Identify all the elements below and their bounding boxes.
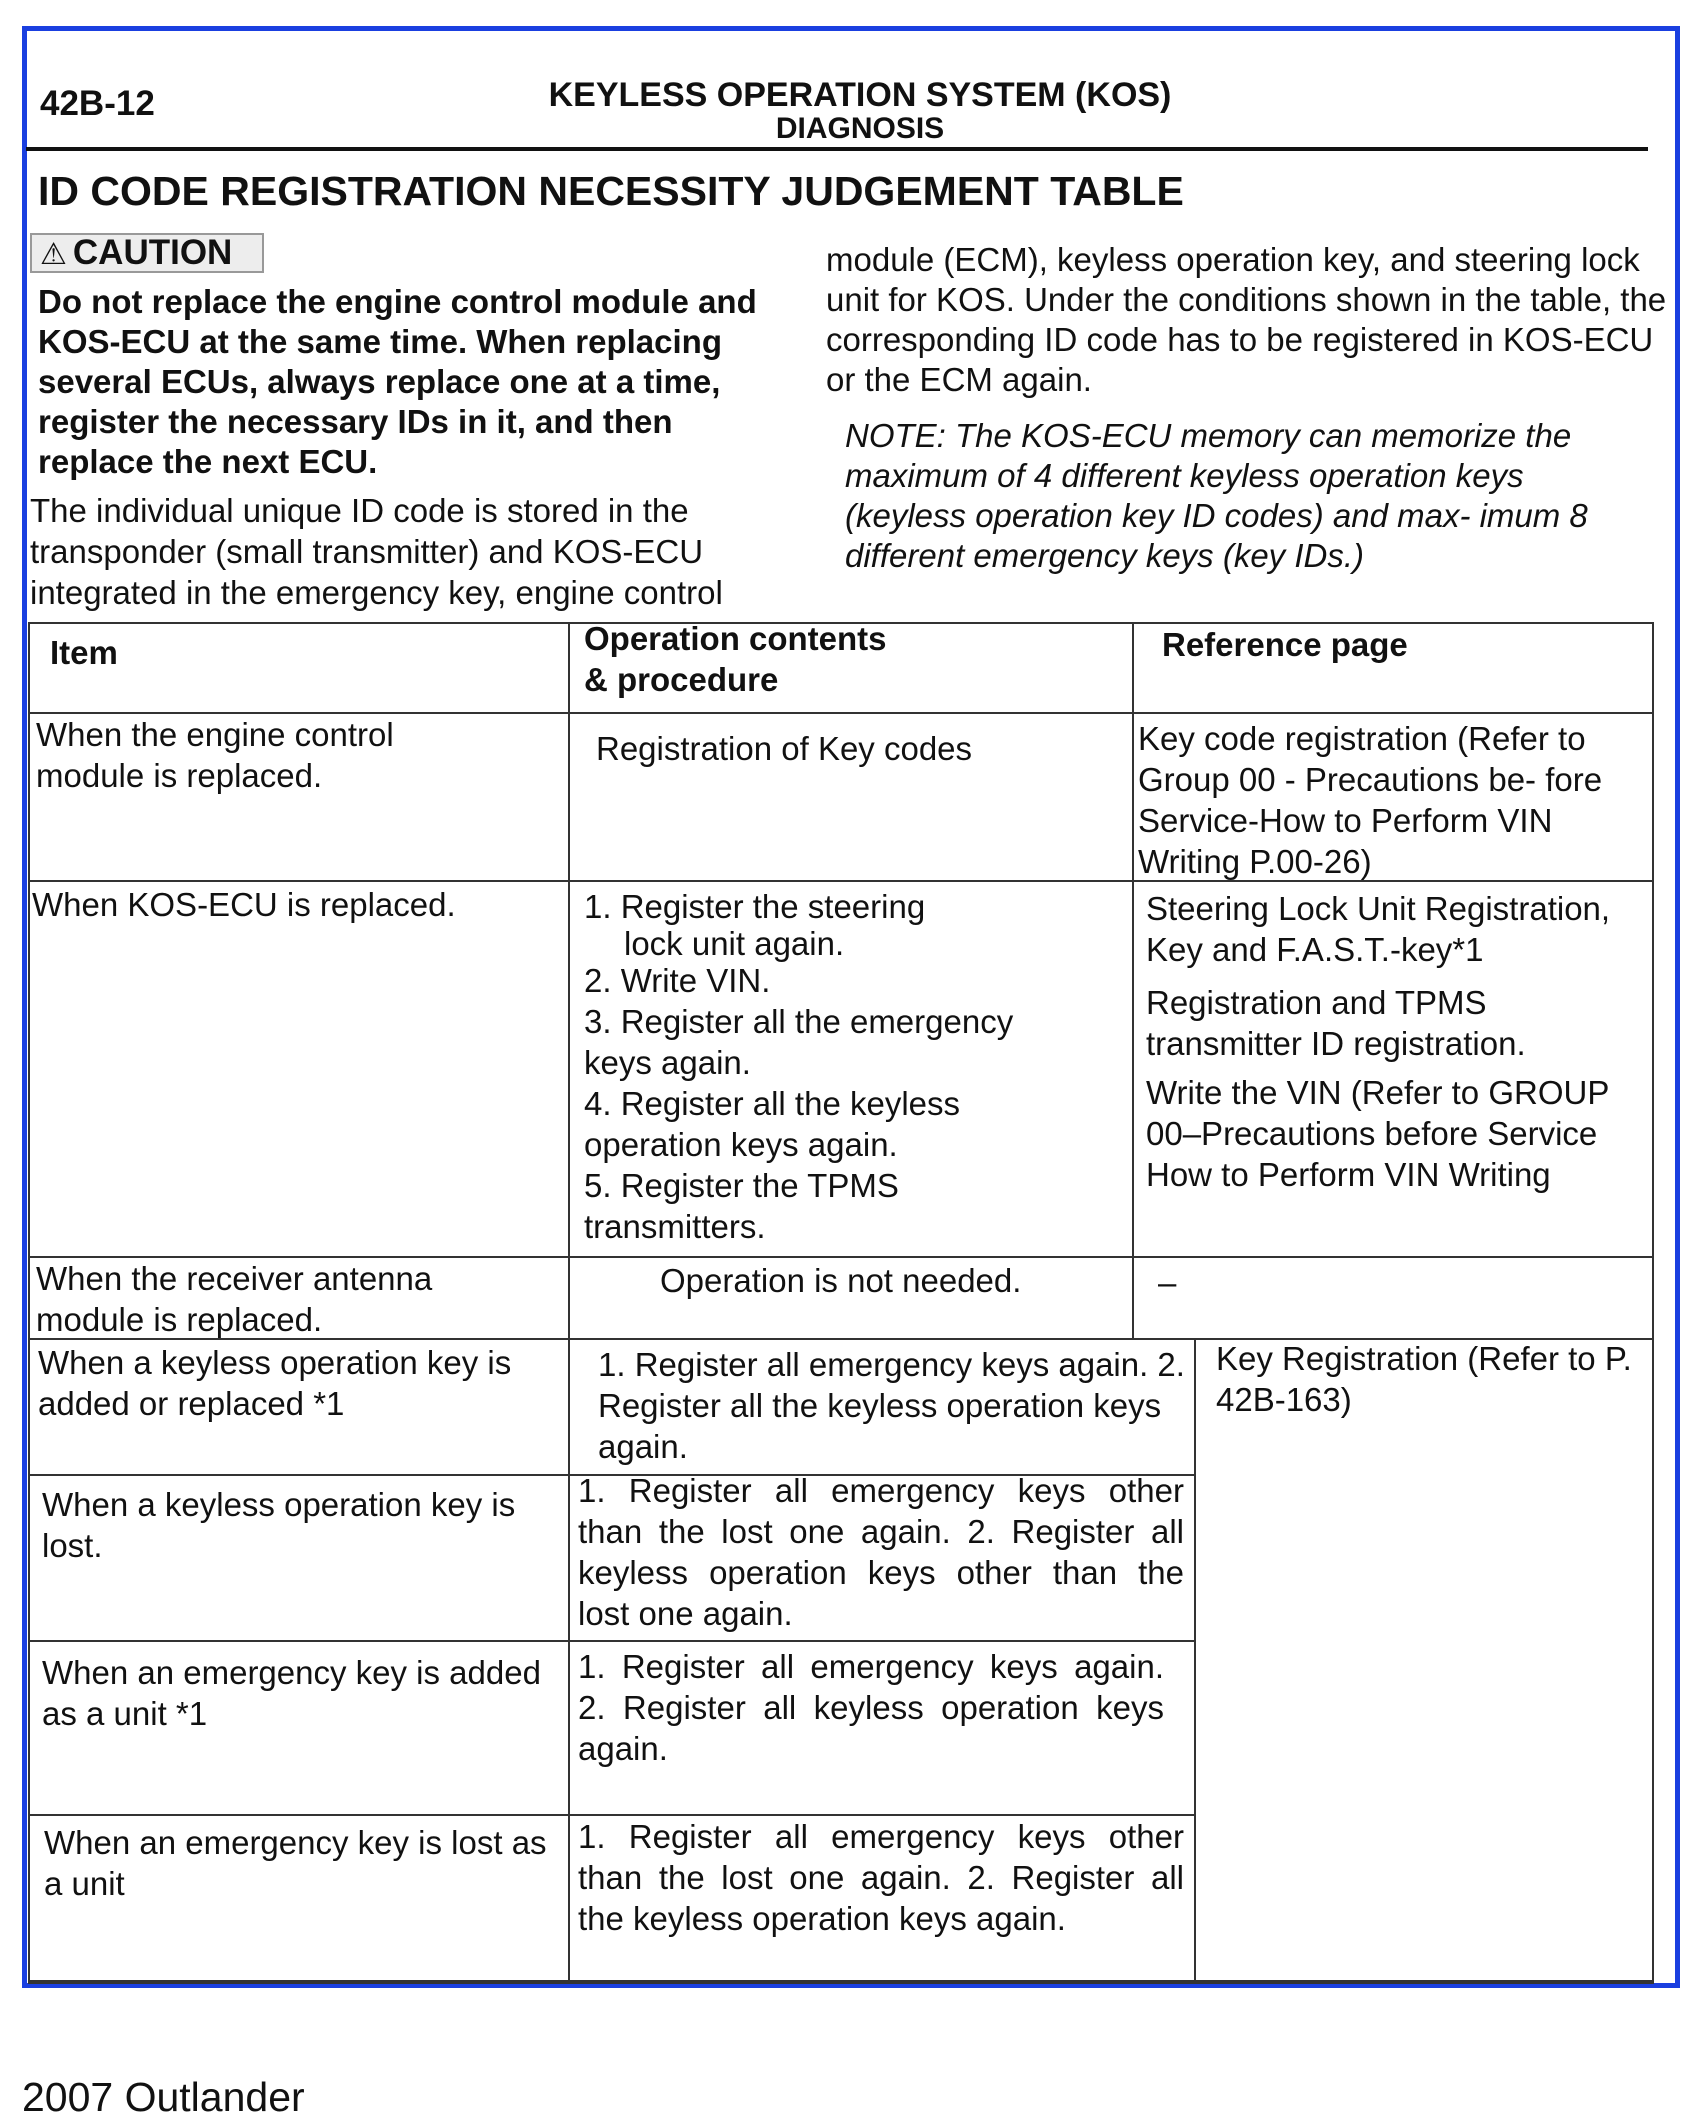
row1-operation: Registration of Key codes <box>596 730 973 767</box>
row1-reference: Key code registration (Refer to Group 00 - Precautions be- fore Service-How to Perform VIN Writing P.00-26) <box>1138 720 1603 880</box>
intro-text-left: The individual unique ID code is stored in the transponder (small transmitter) and KOS-ECU integrated in the emergency key, engine control <box>30 492 723 611</box>
footer-vehicle: 2007 Outlander <box>22 2074 305 2120</box>
page-subtitle: DIAGNOSIS <box>775 112 945 145</box>
note-text: NOTE: The KOS-ECU memory can memorize the maximum of 4 different keyless operation keys (keyless operation key ID codes) and max- imum 8 different emergency keys (key IDs.) <box>845 417 1588 574</box>
reference-part: Steering Lock Unit Registration, <box>1146 890 1611 927</box>
list-item: 4. Register all the keyless <box>584 1085 961 1122</box>
section-title: ID CODE REGISTRATION NECESSITY JUDGEMENT TABLE <box>38 168 1184 214</box>
page-code: 42B-12 <box>40 84 155 123</box>
header-rule <box>26 147 1648 151</box>
caution-label <box>30 233 264 273</box>
row6-operation: 1. Register all emergency keys again. 2. Register all keyless operation keys again. <box>578 1648 1164 1767</box>
table-rule <box>1132 622 1134 1338</box>
list-item: 3. Register all the emergency <box>584 1003 1014 1040</box>
list-item: transmitters. <box>584 1208 766 1245</box>
col-header-reference: Reference page <box>1162 626 1408 663</box>
list-item: 2. Write VIN. <box>584 962 771 999</box>
col-header-operation-line2: & procedure <box>584 661 779 698</box>
page-title: KEYLESS OPERATION SYSTEM (KOS) <box>548 76 1172 114</box>
intro-text-right: module (ECM), keyless operation key, and steering lock unit for KOS. Under the conditions shown in the table, the corresponding ID code has to be registered in KOS-ECU or the ECM again. <box>826 241 1667 398</box>
row7-operation: 1. Register all emergency keys other than the lost one again. 2. Register all the keyless operation keys again. <box>578 1818 1184 1937</box>
row6-item: When an emergency key is added as a unit *1 <box>42 1654 541 1732</box>
row2-item: When KOS-ECU is replaced. <box>32 886 456 923</box>
table-rule <box>28 622 30 1984</box>
table-rule <box>28 1640 1194 1642</box>
row3-item: When the receiver antenna module is replaced. <box>36 1260 433 1338</box>
list-item: operation keys again. <box>584 1126 898 1163</box>
row5-operation: 1. Register all emergency keys other than the lost one again. 2. Register all keyless operation keys other than the lost one again. <box>578 1472 1184 1632</box>
table-rule <box>1194 1338 1196 1984</box>
list-item: keys again. <box>584 1044 751 1081</box>
warning-icon: ⚠ <box>40 238 67 271</box>
reference-part: Registration and TPMS transmitter ID registration. <box>1146 984 1526 1062</box>
table-rule <box>568 622 570 1984</box>
row1-item: When the engine control module is replaced. <box>36 716 394 794</box>
reference-part: Key and F.A.S.T.-key*1 <box>1146 931 1484 968</box>
row2-operation <box>584 886 1124 1247</box>
row7-item: When an emergency key is lost as a unit <box>44 1824 547 1902</box>
shared-reference: Key Registration (Refer to P. 42B-163) <box>1216 1340 1632 1418</box>
col-header-operation-line1: Operation contents <box>584 620 887 657</box>
row5-item: When a keyless operation key is lost. <box>42 1486 516 1564</box>
row2-reference <box>1146 888 1652 1195</box>
reference-part: Write the VIN (Refer to GROUP 00–Precautions before Service How to Perform VIN Writing <box>1146 1074 1609 1193</box>
row4-operation: 1. Register all emergency keys again. 2. Register all the keyless operation keys again. <box>598 1346 1185 1465</box>
list-item: 1. Register the steering <box>584 888 926 925</box>
col-header-operation <box>584 618 1124 700</box>
table-rule <box>1652 622 1654 1984</box>
col-header-item: Item <box>50 634 118 671</box>
list-item: lock unit again. <box>624 925 845 962</box>
row4-item: When a keyless operation key is added or replaced *1 <box>38 1344 512 1422</box>
list-item: 5. Register the TPMS <box>584 1167 899 1204</box>
caution-text: Do not replace the engine control module and KOS-ECU at the same time. When replacing several ECUs, always replace one at a time, register the necessary IDs in it, and then replace the next ECU. <box>38 283 757 480</box>
table-rule <box>28 1980 1654 1984</box>
row3-reference: – <box>1158 1264 1177 1301</box>
judgement-table <box>28 622 1654 1984</box>
caution-label-text: CAUTION <box>72 233 233 272</box>
row3-operation: Operation is not needed. <box>660 1262 1022 1299</box>
